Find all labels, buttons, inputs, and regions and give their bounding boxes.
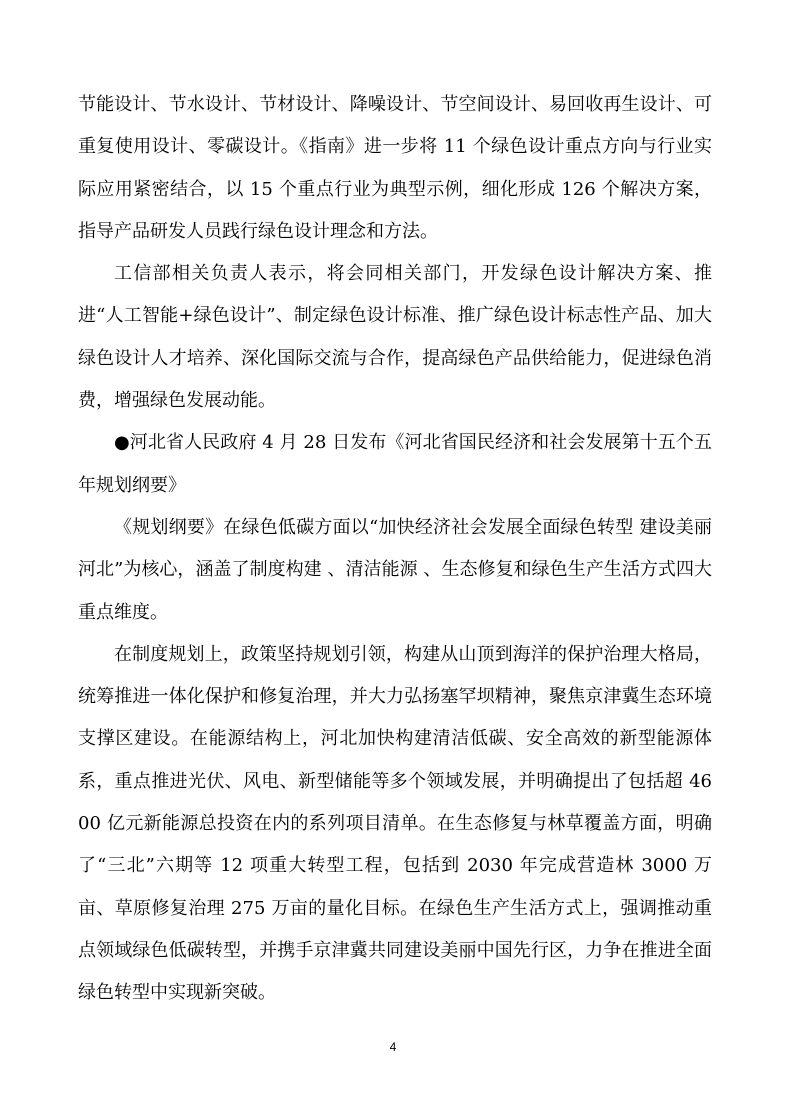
- paragraph-hebei-plan-heading: ●河北省人民政府 4 月 28 日发布《河北省国民经济和社会发展第十五个五年规划纲要》: [78, 432, 712, 496]
- document-body: [78, 84, 712, 1015]
- paragraph-plan-details: 在制度规划上，政策坚持规划引领，构建从山顶到海洋的保护治理大格局，统筹推进一体化保护和修复治理，并大力弘扬塞罕坝精神，聚焦京津冀生态环境支撑区建设。在能源结构上，河北加快构建清洁低碳、安全高效的新型能源体系，重点推进光伏、风电、新型储能等多个领域发展，并明确提出了包括超 4600 亿元新能源总投资在内的系列项目清单。在生态修复与林草覆盖方面，明确了“三北”六期等 12 项重大转型工程，包括到 2030 年完成营造林 3000 万亩、草原修复治理 275 万亩的量化目标。在绿色生产生活方式上，强调推动重点领域绿色低碳转型，并携手京津冀共同建设美丽中国先行区，力争在推进全面绿色转型中实现新突破。: [78, 643, 712, 1004]
- page-number: 4: [389, 1040, 397, 1054]
- paragraph-green-design-directions: 节能设计、节水设计、节材设计、降噪设计、节空间设计、易回收再生设计、可重复使用设计、零碳设计。《指南》进一步将 11 个绿色设计重点方向与行业实际应用紧密结合，以 15 个重点行业为典型示例，细化形成 126 个解决方案，指导产品研发人员践行绿色设计理念和方法。: [78, 94, 712, 242]
- paragraph-plan-outline-core: 《规划纲要》在绿色低碳方面以“加快经济社会发展全面绿色转型 建设美丽河北”为核心，涵盖了制度构建 、清洁能源 、生态修复和绿色生产生活方式四大重点维度。: [78, 516, 712, 623]
- paragraph-miit-statement: 工信部相关负责人表示，将会同相关部门，开发绿色设计解决方案、推进“人工智能+绿色设计”、制定绿色设计标准、推广绿色设计标志性产品、加大绿色设计人才培养、深化国际交流与合作，提高绿色产品供给能力，促进绿色消费，增强绿色发展动能。: [78, 263, 712, 412]
